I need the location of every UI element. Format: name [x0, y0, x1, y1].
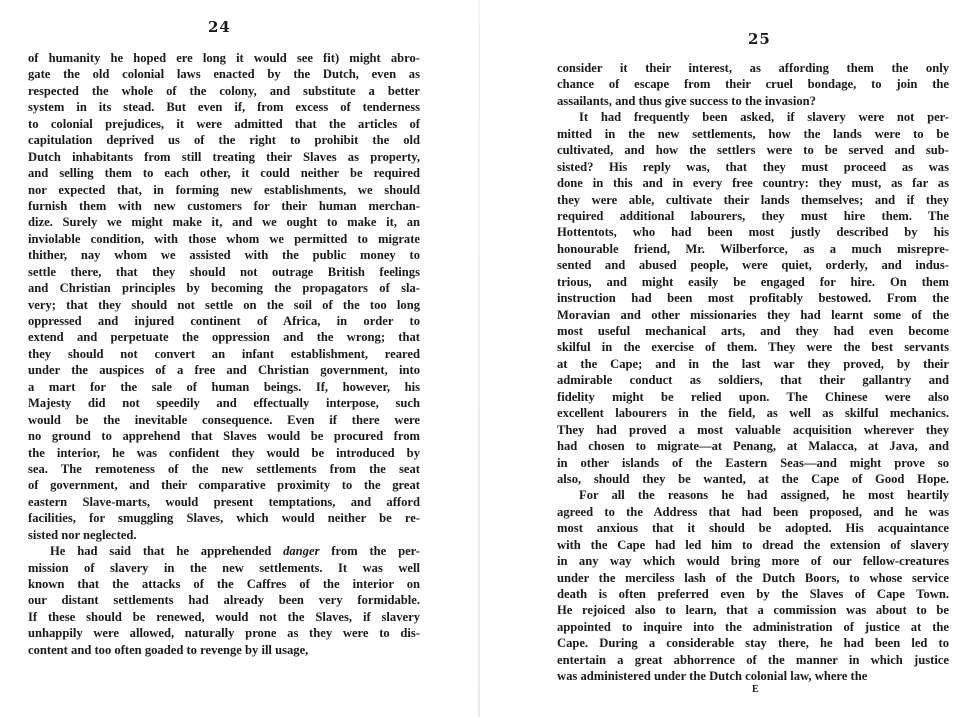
- text-line: furnish them with new customers for their human merchan-: [28, 198, 420, 213]
- text-line: instruction had been most profitably bestowed. From the: [557, 291, 949, 306]
- text-line: Majesty did not speedily and effectually interpose, such: [28, 396, 420, 411]
- text-line: respected the whole of the colony, and substitute a better: [28, 83, 420, 98]
- text-line: excellent labourers in the field, as well as skilful mechanics.: [557, 406, 949, 421]
- text-line: to colonial prejudices, it were admitted that the articles of: [28, 116, 420, 131]
- text-line: mitted in the new settlements, how the lands were to be: [557, 126, 949, 141]
- text-line: most useful mechanical arts, and they had even become: [557, 324, 949, 338]
- text-line: the interior, he was confident they would be introduced by: [28, 445, 420, 460]
- text-line: and selling them to each other, it could neither be required: [28, 166, 420, 181]
- text-line: If these should be renewed, would not the Slaves, if slavery: [28, 609, 420, 624]
- text-line: was administered under the Dutch colonial law, where the: [557, 669, 868, 684]
- text-line: with the Cape had led him to dread the extension of slavery: [557, 537, 949, 552]
- text-line: They had proved a most valuable acquisition wherever they: [557, 422, 949, 437]
- text-line: done in this and in every free country: they must, as far as: [557, 176, 949, 191]
- text-line: sisted nor neglected.: [28, 527, 137, 542]
- text-line: a mart for the sale of human beings. If, however, his: [28, 379, 420, 394]
- text-line: sea. The remoteness of the new settlements from the seat: [28, 461, 420, 476]
- text-line: no ground to apprehend that Slaves would be procured from: [28, 429, 420, 444]
- text-line: very; that they should not settle on the soil of the too long: [28, 297, 420, 312]
- text-line: He had said that he apprehended danger from the per-: [50, 544, 420, 559]
- text-line: also, should they be wanted, at the Cape of Good Hope.: [557, 471, 949, 486]
- text-line: content and too often goaded to revenge by ill usage,: [28, 642, 309, 657]
- text-line: sented and abused people, were quiet, orderly, and indus-: [557, 258, 949, 273]
- page-number: 25: [748, 30, 771, 48]
- text-line: facilities, for smuggling Slaves, which would neither be re-: [28, 511, 420, 526]
- text-line: Dutch inhabitants from still treating their Slaves as property,: [28, 149, 420, 164]
- text-line: our distant settlements had already been very formidable.: [28, 593, 420, 608]
- text-line: sisted? His reply was, that they must proceed as was: [557, 159, 949, 174]
- text-line: agreed to the Address that had been proposed, and he was: [557, 504, 949, 519]
- text-line: fidelity might be relied upon. The Chinese were also: [557, 389, 949, 404]
- page-number: 24: [208, 18, 231, 36]
- text-line: assailants, and thus give success to the invasion?: [557, 93, 816, 108]
- text-line: of government, and their comparative proximity to the great: [28, 478, 420, 493]
- text-line: gate the old colonial laws enacted by the Dutch, even as: [28, 67, 420, 82]
- gutter: [478, 0, 480, 717]
- text-line: Hottentots, who had been most justly described by his: [557, 225, 949, 240]
- text-line: in any way which would bring more of our fellow-creatures: [557, 554, 949, 569]
- text-line: under the merciless lash of the Dutch Boors, to whose service: [557, 570, 949, 585]
- text-line: death is often preferred even by the Slaves of Cape Town.: [557, 587, 949, 601]
- text-line: at the Cape; and in the last war they proved, by their: [557, 356, 949, 371]
- text-line: oppressed and injured continent of Africa, in order to: [28, 314, 420, 328]
- text-line: thither, nay whom we assisted with the public money to: [28, 248, 420, 263]
- text-line: system in its stead. But even if, from excess of tenderness: [28, 100, 420, 115]
- text-line: had chosen to migrate—at Penang, at Malacca, at Java, and: [557, 439, 949, 454]
- text-line: would be the inevitable consequence. Even if there were: [28, 412, 420, 427]
- signature-mark: E: [752, 684, 759, 695]
- text-line: He rejoiced also to learn, that a commission was about to be: [557, 603, 949, 618]
- text-line: chance of escape from their cruel bondage, to join the: [557, 77, 949, 92]
- text-line: of humanity he hoped ere long it would see fit) might abro-: [28, 51, 420, 65]
- right-page: [490, 0, 980, 717]
- text-line: cultivated, and how the settlers were to be served and sub-: [557, 143, 949, 158]
- text-line: capitulation deprived us of the right to prohibit the old: [28, 133, 420, 148]
- text-line: Cape. During a considerable stay there, he had been led to: [557, 636, 949, 651]
- text-line: extend and perpetuate the oppression and the wrong; that: [28, 330, 420, 345]
- text-line: most anxious that it should be adopted. His acquaintance: [557, 521, 949, 536]
- text-line: required additional labourers, they must hire them. The: [557, 208, 949, 223]
- text-line: settle there, that they should not outrage British feelings: [28, 264, 420, 279]
- text-line: For all the reasons he had assigned, he most heartily: [579, 488, 949, 503]
- text-line: trious, and might easily be engaged for hire. On them: [557, 274, 949, 289]
- page-text: [557, 60, 949, 685]
- text-line: under the auspices of a free and Christian government, into: [28, 363, 420, 378]
- text-line: eastern Slave-marts, would present temptations, and afford: [28, 494, 420, 509]
- text-line: they should not convert an infant establishment, reared: [28, 346, 420, 361]
- text-line: skilful in the exercise of them. They were the best servants: [557, 340, 949, 355]
- text-line: It had frequently been asked, if slavery were not per-: [579, 110, 949, 125]
- text-line: and Christian principles by becoming the propagators of sla-: [28, 281, 420, 296]
- text-line: appointed to inquire into the administration of justice at the: [557, 619, 949, 634]
- text-line: admirable conduct as soldiers, that their gallantry and: [557, 373, 949, 388]
- text-line: honourable friend, Mr. Wilberforce, as a much misrepre-: [557, 241, 949, 256]
- text-line: consider it their interest, as affording them the only: [557, 61, 949, 75]
- text-line: Moravian and other missionaries they had learnt some of the: [557, 307, 949, 322]
- text-line: unhappily were allowed, naturally prone as they were to dis-: [28, 626, 420, 641]
- page-text: [28, 50, 420, 658]
- text-line: mission of slavery in the new settlements. It was well: [28, 560, 420, 575]
- text-line: known that the attacks of the Caffres of the interior on: [28, 577, 420, 591]
- text-line: dize. Surely we might make it, and we ought to make it, an: [28, 215, 420, 230]
- text-line: they were able, cultivate their lands themselves; and if they: [557, 192, 949, 207]
- text-line: inviolable condition, with those whom we permitted to migrate: [28, 231, 420, 246]
- text-line: nor expected that, in forming new establishments, we should: [28, 182, 420, 197]
- text-line: in other islands of the Eastern Seas—and might prove so: [557, 455, 949, 470]
- left-page: [0, 0, 470, 717]
- text-line: entertain a great abhorrence of the manner in which justice: [557, 652, 949, 667]
